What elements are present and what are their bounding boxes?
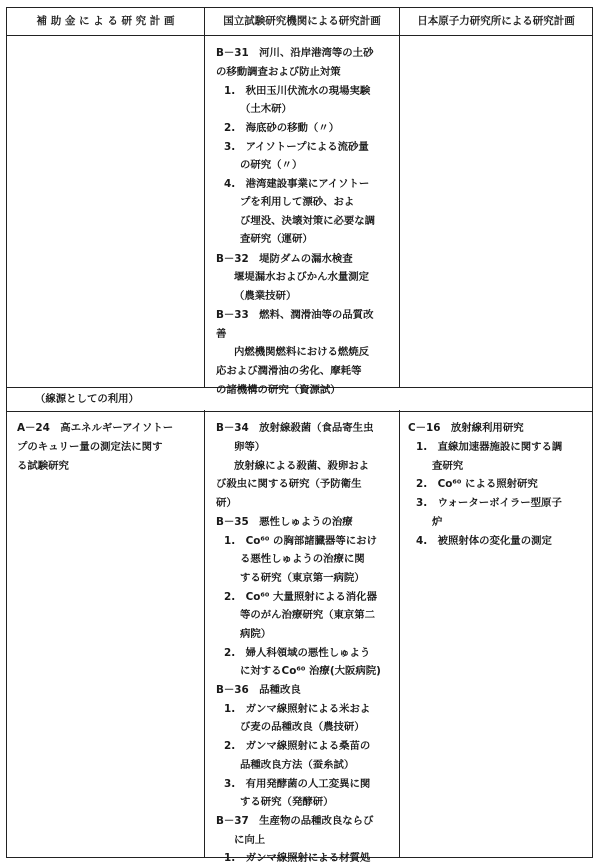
header-rule — [7, 35, 592, 36]
col2-bottom-line: 2. 婦人科領域の悪性しゅよう — [224, 647, 371, 659]
col2-bottom-line: に向上 — [234, 834, 266, 846]
col2-top-line: 3. アイソトープによる流砂量 — [224, 141, 369, 153]
col2-bottom-line: に対するCo⁶⁰ 治療(大阪病院) — [240, 665, 381, 677]
col2-bottom-line: び麦の品種改良（農技研） — [240, 721, 365, 733]
col2-bottom-line: 1. ガンマ線照射による材質処 — [224, 852, 371, 864]
col3-bottom-content — [404, 413, 592, 553]
col2-bottom-line: B－36 品種改良 — [216, 684, 301, 696]
col2-bottom-line: 研） — [216, 497, 237, 509]
col2-bottom-line: 病院） — [240, 628, 272, 640]
col2-top-line: （農業技研） — [234, 290, 297, 302]
col3-bottom-line: 2. Co⁶⁰ による照射研究 — [416, 478, 538, 490]
col2-bottom-line: する研究（東京第一病院） — [240, 572, 365, 584]
col2-top-line: B－31 河川、沿岸港湾等の土砂 — [216, 47, 374, 59]
col3-bottom-line: C－16 放射線利用研究 — [408, 422, 524, 434]
col2-top-line: の諸機構の研究（資源試） — [216, 384, 341, 396]
col2-top-line: 査研究（運研） — [240, 233, 313, 245]
col2-top-line: 2. 海底砂の移動（〃） — [224, 122, 340, 134]
col2-bottom-line: 1. Co⁶⁰ の胸部諸臓器等におけ — [224, 535, 377, 547]
col2-bottom-line: 3. 有用発酵菌の人工変異に関 — [224, 778, 371, 790]
col2-top-line: プを利用して漂砂、およ — [240, 196, 355, 208]
col2-bottom-content — [210, 413, 398, 864]
col2-top-line: 応および潤滑油の劣化、摩耗等 — [216, 365, 362, 377]
col2-top-line: 内燃機関燃料における燃焼反 — [234, 346, 370, 358]
col2-bottom-line: する研究（発酵研） — [240, 796, 334, 808]
col2-top-line: 善 — [216, 328, 227, 340]
col3-bottom-line: 4. 被照射体の変化量の測定 — [416, 535, 552, 547]
research-plan-table — [6, 7, 593, 864]
col3-bottom-line: 3. ウォーターボイラー型原子 — [416, 497, 562, 509]
col2-top-line: 1. 秋田玉川伏流水の現場実験 — [224, 85, 371, 97]
column-divider-2 — [399, 8, 400, 857]
col2-bottom-line: 1. ガンマ線照射による米およ — [224, 703, 371, 715]
section-rule-bottom — [7, 411, 592, 412]
col2-bottom-line: B－34 放射線殺菌（食品寄生虫 — [216, 422, 374, 434]
col2-top-line: B－32 堤防ダムの漏水検査 — [216, 253, 353, 265]
col2-top-line: B－33 燃料、潤滑油等の品質改 — [216, 309, 374, 321]
col2-bottom-line: 等のがん治療研究（東京第二 — [240, 609, 376, 621]
col3-bottom-line: 1. 直線加速器施設に関する調 — [416, 441, 563, 453]
header-jaeri-research: 日本原子力研究所による研究計画 — [417, 15, 575, 27]
col3-bottom-line: 査研究 — [432, 460, 464, 472]
col2-top-line: の移動調査および防止対策 — [216, 66, 341, 78]
col2-bottom-line: 品種改良方法（蚕糸試） — [240, 759, 355, 771]
header-subsidy-research: 補 助 金 に よ る 研 究 計 画 — [36, 15, 175, 27]
col2-bottom-line: る悪性しゅようの治療に関 — [240, 553, 365, 565]
col2-bottom-line: B－37 生産物の品種改良ならび — [216, 815, 374, 827]
col2-bottom-line: 2. Co⁶⁰ 大量照射による消化器 — [224, 591, 377, 603]
col2-bottom-line: 2. ガンマ線照射による桑苗の — [224, 740, 371, 752]
section-label-text: （線源としての利用） — [35, 393, 139, 405]
col1-bottom-line: る試験研究 — [17, 460, 69, 472]
col1-bottom-line: A－24 高エネルギーアイソトー — [17, 422, 174, 434]
col2-top-line: （土木研） — [240, 103, 292, 115]
col2-bottom-line: 卵等） — [234, 441, 266, 453]
col2-top-content — [210, 40, 398, 396]
col2-top-line: 堰堤漏水およびかん水量測定 — [234, 271, 370, 283]
col2-top-line: 4. 港湾建設事業にアイソトー — [224, 178, 370, 190]
col2-bottom-line: B－35 悪性しゅようの治療 — [216, 516, 353, 528]
col1-bottom-content — [11, 413, 201, 473]
col2-bottom-line: 放射線による殺菌、殺卵およ — [234, 460, 370, 472]
header-national-institute-research: 国立試験研究機関による研究計画 — [223, 15, 381, 27]
col3-bottom-line: 炉 — [432, 516, 443, 528]
column-divider-1 — [204, 8, 205, 857]
col1-bottom-line: プのキュリー量の測定法に関す — [17, 441, 163, 453]
col2-top-line: の研究（〃） — [240, 159, 303, 171]
col2-top-line: び埋没、決壊対策に必要な調 — [240, 215, 376, 227]
col2-bottom-line: び殺虫に関する研究（予防衛生 — [216, 478, 362, 490]
